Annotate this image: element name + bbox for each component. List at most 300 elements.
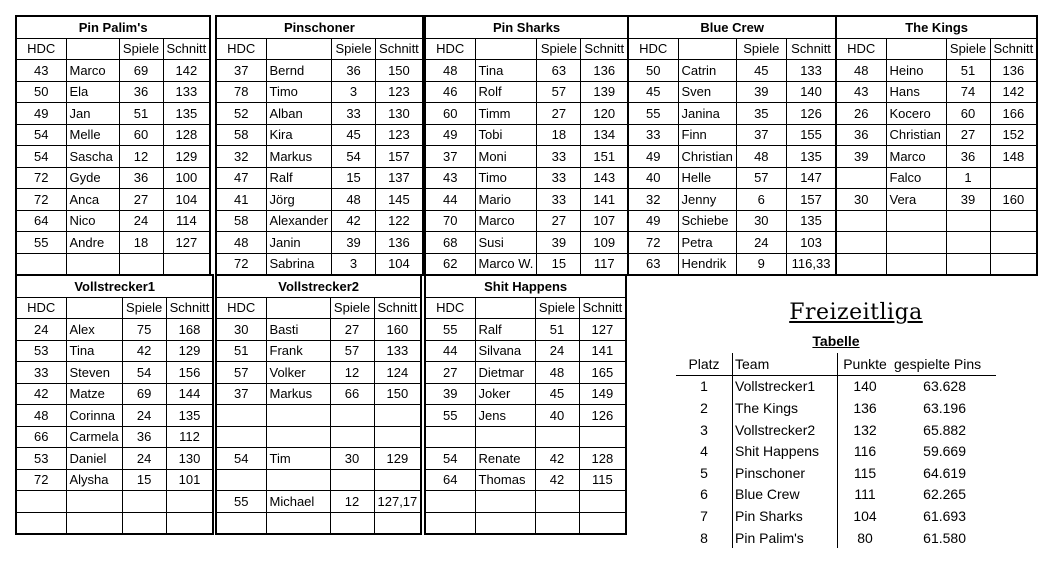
player-row [628,232,836,254]
schnitt-cell: 114 [163,210,210,232]
schnitt-cell: 103 [786,232,836,254]
spiele-cell: 36 [119,81,163,103]
hdc-cell [836,167,886,189]
hdc-cell: 55 [425,405,475,427]
spiele-cell: 36 [122,426,166,448]
hdc-cell: 49 [16,103,66,125]
spiele-cell: 36 [946,146,990,168]
spiele-header: Spiele [736,38,786,60]
schnitt-cell: 112 [166,426,213,448]
player-name-cell [266,512,330,534]
pins-cell: 64.619 [923,464,966,481]
player-row [425,146,628,168]
column-header-row [16,297,213,319]
league-title: Freizeitliga [789,300,923,325]
schnitt-cell: 116,33 [786,253,836,275]
player-row [836,167,1037,189]
hdc-cell: 72 [16,167,66,189]
hdc-cell: 37 [216,383,266,405]
player-row [425,340,626,362]
player-name-cell: Marco [886,146,946,168]
standings-row [676,527,996,549]
standings-header-row [676,353,996,375]
schnitt-cell: 134 [581,124,628,146]
player-row [216,405,421,427]
hdc-cell [16,253,66,275]
player-row [425,426,626,448]
hdc-cell [836,232,886,254]
hdc-header: HDC [216,297,266,319]
player-row [425,232,628,254]
hdc-cell: 64 [425,469,475,491]
schnitt-cell: 136 [990,60,1037,82]
hdc-header: HDC [425,38,475,60]
team-cell: Blue Crew [733,484,838,506]
table-subtitle: Tabelle [812,333,860,349]
player-name-cell: Markus [266,146,332,168]
schnitt-cell: 160 [990,189,1037,211]
player-row [425,124,628,146]
player-name-cell: Janin [266,232,332,254]
spiele-cell: 51 [119,103,163,125]
player-name-cell: Alban [266,103,332,125]
hdc-cell: 32 [216,146,266,168]
spiele-cell: 18 [537,124,581,146]
hdc-cell: 27 [425,362,475,384]
hdc-cell: 55 [628,103,678,125]
schnitt-cell: 133 [163,81,210,103]
hdc-cell: 49 [628,146,678,168]
team-name: Blue Crew [628,16,836,38]
hdc-cell: 43 [425,167,475,189]
schnitt-cell: 101 [166,469,213,491]
player-name-cell [886,232,946,254]
spiele-cell [946,210,990,232]
spiele-cell [122,512,166,534]
spiele-cell: 15 [537,253,581,275]
hdc-cell: 43 [836,81,886,103]
team-name: The Kings [836,16,1037,38]
spiele-cell: 12 [119,146,163,168]
player-name-cell: Jörg [266,189,332,211]
hdc-cell: 49 [628,210,678,232]
schnitt-cell: 140 [786,81,836,103]
column-header-row [216,38,423,60]
player-row [216,146,423,168]
spiele-cell: 18 [119,232,163,254]
hdc-cell: 39 [836,146,886,168]
standings-row [676,375,996,397]
schnitt-header: Schnitt [786,38,836,60]
player-name-cell: Timm [475,103,537,125]
player-name-cell: Schiebe [678,210,736,232]
standings-row [676,419,996,441]
schnitt-cell [374,405,421,427]
player-row [16,81,210,103]
schnitt-cell: 104 [376,253,423,275]
player-name-cell: Corinna [66,405,122,427]
player-name-cell: Joker [475,383,535,405]
player-name-cell: Sabrina [266,253,332,275]
spiele-cell: 15 [122,469,166,491]
player-row [16,189,210,211]
schnitt-cell: 144 [166,383,213,405]
spiele-cell: 40 [535,405,579,427]
spiele-cell: 48 [736,146,786,168]
hdc-cell: 41 [216,189,266,211]
standings-table [676,353,996,548]
punkte-cell: 140 [838,375,893,397]
spiele-cell: 36 [332,60,376,82]
hdc-cell [836,210,886,232]
spiele-cell: 36 [119,167,163,189]
player-name-cell: Dietmar [475,362,535,384]
schnitt-cell: 152 [990,124,1037,146]
player-row [16,405,213,427]
player-name-cell: Marco W. [475,253,537,275]
hdc-cell: 48 [216,232,266,254]
spiele-cell: 51 [535,319,579,341]
hdc-cell: 72 [16,189,66,211]
hdc-cell: 47 [216,167,266,189]
hdc-cell [836,253,886,275]
spiele-cell: 30 [736,210,786,232]
player-row [425,60,628,82]
spiele-cell: 48 [535,362,579,384]
spiele-cell: 69 [119,60,163,82]
schnitt-cell: 149 [579,383,626,405]
name-header [678,38,736,60]
spiele-cell: 1 [946,167,990,189]
player-name-cell: Hans [886,81,946,103]
player-row [628,167,836,189]
team-cell: Vollstrecker1 [733,375,838,397]
spiele-cell: 33 [537,189,581,211]
schnitt-cell: 120 [581,103,628,125]
schnitt-cell: 123 [376,124,423,146]
player-row [836,253,1037,275]
player-row [216,253,423,275]
spiele-cell [330,512,374,534]
player-name-cell: Christian [678,146,736,168]
player-row [16,383,213,405]
spiele-cell: 74 [946,81,990,103]
column-header-row [836,38,1037,60]
spiele-cell: 45 [736,60,786,82]
player-row [425,491,626,513]
name-header [66,38,119,60]
player-row [425,167,628,189]
schnitt-cell: 130 [166,448,213,470]
schnitt-cell: 100 [163,167,210,189]
spiele-cell: 57 [736,167,786,189]
platz-cell: 8 [700,529,708,546]
player-row [836,81,1037,103]
schnitt-cell: 104 [163,189,210,211]
hdc-cell: 52 [216,103,266,125]
hdc-cell: 32 [628,189,678,211]
standings-row [676,462,996,484]
player-row [216,491,421,513]
player-name-cell: Moni [475,146,537,168]
spiele-cell: 75 [122,319,166,341]
player-name-cell: Alexander [266,210,332,232]
player-row [425,469,626,491]
hdc-cell: 62 [425,253,475,275]
player-name-cell: Rolf [475,81,537,103]
schnitt-header: Schnitt [581,38,628,60]
player-name-cell: Tobi [475,124,537,146]
player-name-cell [66,512,122,534]
spiele-cell: 27 [537,210,581,232]
hdc-cell: 54 [216,448,266,470]
pins-cell: 61.580 [923,529,966,546]
hdc-cell: 33 [628,124,678,146]
schnitt-cell: 128 [163,124,210,146]
schnitt-header: Schnitt [166,297,213,319]
schnitt-cell: 141 [581,189,628,211]
hdc-header: HDC [16,297,66,319]
spiele-header: Spiele [122,297,166,319]
player-name-cell: Mario [475,189,537,211]
spiele-cell [535,426,579,448]
hdc-cell: 37 [425,146,475,168]
column-header-row [425,38,628,60]
player-name-cell: Alex [66,319,122,341]
spiele-cell: 9 [736,253,786,275]
punkte-cell: 132 [838,419,893,441]
team-name: Pinschoner [216,16,423,38]
spiele-cell: 27 [330,319,374,341]
player-name-cell [475,491,535,513]
player-row [16,362,213,384]
player-name-cell: Carmela [66,426,122,448]
player-name-cell: Ela [66,81,119,103]
player-row [216,319,421,341]
player-row [425,253,628,275]
player-row [16,512,213,534]
team-cell: Pinschoner [733,462,838,484]
punkte-header: Punkte [838,353,893,375]
hdc-cell: 53 [16,448,66,470]
hdc-cell: 37 [216,60,266,82]
player-row [425,362,626,384]
team-table [835,15,1038,276]
schnitt-cell: 151 [581,146,628,168]
player-name-cell: Kocero [886,103,946,125]
spiele-cell [330,405,374,427]
standings-row [676,397,996,419]
spiele-cell: 42 [535,469,579,491]
player-row [425,103,628,125]
player-name-cell: Renate [475,448,535,470]
schnitt-cell: 165 [579,362,626,384]
spiele-cell [330,426,374,448]
player-row [216,103,423,125]
player-name-cell: Finn [678,124,736,146]
platz-cell: 3 [700,421,708,438]
standings-row [676,440,996,462]
player-row [16,319,213,341]
player-row [425,319,626,341]
hdc-cell: 48 [836,60,886,82]
spiele-cell [122,491,166,513]
team-cell: Pin Palim's [733,527,838,549]
player-row [216,81,423,103]
schnitt-cell: 124 [374,362,421,384]
schnitt-cell: 148 [990,146,1037,168]
spiele-cell: 12 [330,362,374,384]
name-header [66,297,122,319]
schnitt-cell [579,491,626,513]
player-row [628,146,836,168]
player-name-cell: Sascha [66,146,119,168]
player-name-cell: Ralf [475,319,535,341]
spiele-cell: 30 [330,448,374,470]
team-name: Shit Happens [425,275,626,297]
player-name-cell [886,253,946,275]
pins-cell: 63.628 [923,378,966,395]
schnitt-cell: 127,17 [374,491,421,513]
player-name-cell: Petra [678,232,736,254]
player-row [16,210,210,232]
schnitt-cell: 135 [163,103,210,125]
team-table [424,274,627,535]
spiele-cell: 24 [535,340,579,362]
player-name-cell: Helle [678,167,736,189]
hdc-header: HDC [628,38,678,60]
player-row [16,103,210,125]
player-name-cell: Sven [678,81,736,103]
hdc-cell: 30 [836,189,886,211]
hdc-cell [216,405,266,427]
column-header-row [425,297,626,319]
player-row [16,340,213,362]
platz-cell: 6 [700,486,708,503]
schnitt-cell: 133 [374,340,421,362]
platz-cell: 5 [700,464,708,481]
spiele-cell: 60 [119,124,163,146]
player-name-cell: Matze [66,383,122,405]
player-name-cell: Jenny [678,189,736,211]
player-row [628,60,836,82]
hdc-cell: 48 [425,60,475,82]
player-name-cell: Volker [266,362,330,384]
name-header [886,38,946,60]
player-row [216,448,421,470]
player-name-cell: Frank [266,340,330,362]
spiele-cell: 33 [332,103,376,125]
player-name-cell: Catrin [678,60,736,82]
team-name: Vollstrecker1 [16,275,213,297]
player-name-cell: Tim [266,448,330,470]
player-name-cell [475,512,535,534]
hdc-cell [425,491,475,513]
hdc-cell: 53 [16,340,66,362]
team-table [15,274,214,535]
name-header [475,38,537,60]
spiele-cell: 27 [119,189,163,211]
schnitt-cell: 150 [374,383,421,405]
spiele-cell: 15 [332,167,376,189]
schnitt-cell [374,469,421,491]
spiele-cell: 35 [736,103,786,125]
player-row [216,232,423,254]
schnitt-cell: 160 [374,319,421,341]
player-name-cell: Marco [475,210,537,232]
team-table [424,15,629,276]
schnitt-cell: 129 [163,146,210,168]
hdc-cell [216,512,266,534]
schnitt-cell: 155 [786,124,836,146]
player-name-cell [266,405,330,427]
player-name-cell: Thomas [475,469,535,491]
hdc-cell: 55 [16,232,66,254]
hdc-cell: 55 [425,319,475,341]
schnitt-cell: 157 [786,189,836,211]
player-row [216,167,423,189]
name-header [266,297,330,319]
player-name-cell: Tina [475,60,537,82]
spiele-header: Spiele [330,297,374,319]
player-row [628,103,836,125]
hdc-cell: 43 [16,60,66,82]
player-name-cell: Jens [475,405,535,427]
player-row [836,124,1037,146]
player-row [216,124,423,146]
spiele-header: Spiele [332,38,376,60]
spiele-header: Spiele [537,38,581,60]
schnitt-header: Schnitt [376,38,423,60]
spiele-cell: 45 [535,383,579,405]
schnitt-cell: 156 [166,362,213,384]
schnitt-cell [166,512,213,534]
spiele-cell: 24 [736,232,786,254]
schnitt-cell: 109 [581,232,628,254]
pins-cell: 62.265 [923,486,966,503]
punkte-cell: 115 [838,462,893,484]
schnitt-cell [374,512,421,534]
player-name-cell: Melle [66,124,119,146]
league-standings [676,300,996,548]
schnitt-cell: 133 [786,60,836,82]
player-name-cell: Basti [266,319,330,341]
hdc-cell: 70 [425,210,475,232]
schnitt-cell: 145 [376,189,423,211]
pins-cell: 61.693 [923,507,966,524]
platz-cell: 4 [700,443,708,460]
spiele-cell: 48 [332,189,376,211]
player-name-cell: Timo [266,81,332,103]
player-row [16,60,210,82]
spiele-cell: 39 [736,81,786,103]
spiele-cell: 42 [535,448,579,470]
hdc-cell: 63 [628,253,678,275]
hdc-cell: 72 [16,469,66,491]
player-row [628,210,836,232]
hdc-cell [425,512,475,534]
player-row [216,469,421,491]
hdc-cell: 58 [216,210,266,232]
spiele-cell: 27 [946,124,990,146]
hdc-cell: 46 [425,81,475,103]
schnitt-cell: 136 [376,232,423,254]
schnitt-cell: 143 [581,167,628,189]
spiele-cell: 69 [122,383,166,405]
spiele-cell: 6 [736,189,786,211]
standings-row [676,505,996,527]
spiele-cell: 24 [122,405,166,427]
